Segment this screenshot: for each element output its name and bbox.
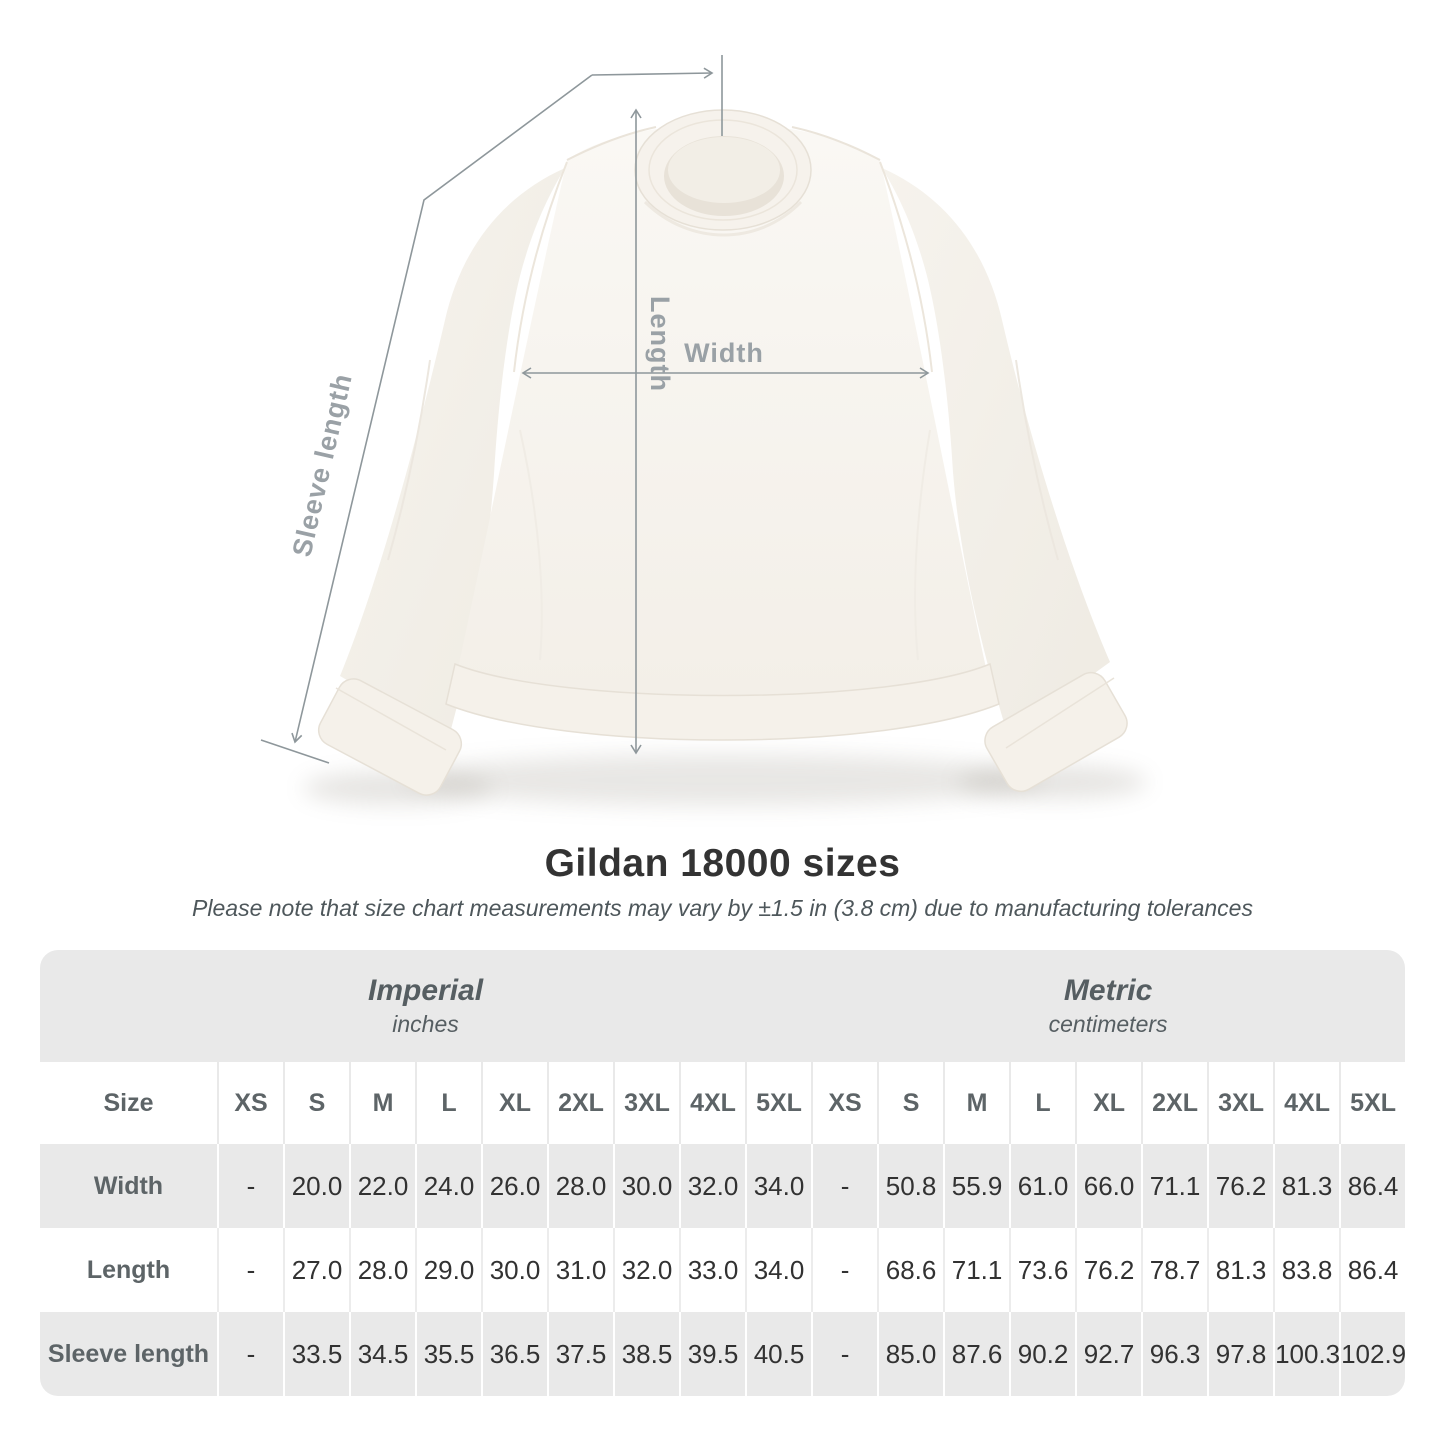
row-label: Width	[40, 1144, 217, 1228]
measurement-cell: 33.0	[679, 1228, 745, 1312]
measurement-cell: 87.6	[943, 1312, 1009, 1396]
size-col-header: 4XL	[679, 1062, 745, 1144]
size-col-header: S	[877, 1062, 943, 1144]
measurement-cell: 85.0	[877, 1312, 943, 1396]
measurement-cell: 86.4	[1339, 1144, 1405, 1228]
measurement-cell: -	[811, 1144, 877, 1228]
measurement-row	[40, 1312, 1405, 1396]
size-chart-table	[40, 950, 1405, 1396]
measurement-cell: 81.3	[1207, 1228, 1273, 1312]
measurement-cell: 92.7	[1075, 1312, 1141, 1396]
measurement-cell: 35.5	[415, 1312, 481, 1396]
measurement-cell: 31.0	[547, 1228, 613, 1312]
measurement-cell: 100.3	[1273, 1312, 1339, 1396]
measurement-cell: 68.6	[877, 1228, 943, 1312]
size-col-header: L	[415, 1062, 481, 1144]
measurement-cell: 86.4	[1339, 1228, 1405, 1312]
measurement-cell: 97.8	[1207, 1312, 1273, 1396]
measurement-cell: 38.5	[613, 1312, 679, 1396]
size-col-header: 2XL	[1141, 1062, 1207, 1144]
measurement-cell: 32.0	[679, 1144, 745, 1228]
measurement-cell: 71.1	[943, 1228, 1009, 1312]
sleeve-end-tick	[261, 740, 329, 763]
measurement-cell: 73.6	[1009, 1228, 1075, 1312]
measurement-row	[40, 1228, 1405, 1312]
length-annotation-label: Length	[645, 296, 675, 392]
size-column-header: Size	[40, 1062, 217, 1144]
measurement-cell: 30.0	[481, 1228, 547, 1312]
size-col-header: M	[349, 1062, 415, 1144]
metric-unit: centimeters	[1048, 1010, 1168, 1037]
measurement-cell: 55.9	[943, 1144, 1009, 1228]
row-label: Length	[40, 1228, 217, 1312]
size-col-header: S	[283, 1062, 349, 1144]
size-table-body	[40, 1144, 1405, 1396]
metric-group-header	[811, 950, 1405, 1062]
width-annotation-label: Width	[684, 338, 764, 368]
measurement-cell: 83.8	[1273, 1228, 1339, 1312]
unit-header-row	[40, 950, 1405, 1062]
measurement-cell: 90.2	[1009, 1312, 1075, 1396]
measurement-cell: 22.0	[349, 1144, 415, 1228]
measurement-cell: 37.5	[547, 1312, 613, 1396]
measurement-cell: 26.0	[481, 1144, 547, 1228]
size-col-header: 3XL	[1207, 1062, 1273, 1144]
measurement-cell: 20.0	[283, 1144, 349, 1228]
measurement-cell: 71.1	[1141, 1144, 1207, 1228]
size-col-header: 3XL	[613, 1062, 679, 1144]
measurement-cell: 32.0	[613, 1228, 679, 1312]
measurement-cell: 34.0	[745, 1228, 811, 1312]
measurement-cell: 33.5	[283, 1312, 349, 1396]
sleeve-length-annotation-label: Sleeve length	[286, 370, 358, 560]
measurement-cell: 78.7	[1141, 1228, 1207, 1312]
tolerance-note: Please note that size chart measurements may vary by ±1.5 in (3.8 cm) due to manufacturing tolerances	[192, 895, 1253, 921]
imperial-label: Imperial	[368, 974, 484, 1008]
size-col-header: XL	[481, 1062, 547, 1144]
measurement-cell: 66.0	[1075, 1144, 1141, 1228]
measurement-row	[40, 1144, 1405, 1228]
measurement-cell: 76.2	[1075, 1228, 1141, 1312]
size-header-row	[40, 1062, 1405, 1144]
size-col-header: M	[943, 1062, 1009, 1144]
measurement-cell: -	[217, 1312, 283, 1396]
measurement-cell: 34.0	[745, 1144, 811, 1228]
measurement-cell: 102.9	[1339, 1312, 1405, 1396]
measurement-cell: 27.0	[283, 1228, 349, 1312]
row-label: Sleeve length	[40, 1312, 217, 1396]
measurement-cell: 40.5	[745, 1312, 811, 1396]
size-col-header: 2XL	[547, 1062, 613, 1144]
measurement-cell: -	[217, 1144, 283, 1228]
measurement-cell: -	[217, 1228, 283, 1312]
size-col-header: 4XL	[1273, 1062, 1339, 1144]
imperial-group-header	[40, 950, 811, 1062]
measurement-cell: 28.0	[547, 1144, 613, 1228]
measurement-cell: 30.0	[613, 1144, 679, 1228]
measurement-cell: -	[811, 1312, 877, 1396]
size-col-header: 5XL	[745, 1062, 811, 1144]
measurement-cell: 24.0	[415, 1144, 481, 1228]
measurement-cell: 81.3	[1273, 1144, 1339, 1228]
measurement-cell: 61.0	[1009, 1144, 1075, 1228]
measurement-cell: 34.5	[349, 1312, 415, 1396]
measurement-cell: 29.0	[415, 1228, 481, 1312]
size-col-header: 5XL	[1339, 1062, 1405, 1144]
measurement-cell: 39.5	[679, 1312, 745, 1396]
measurement-cell: 28.0	[349, 1228, 415, 1312]
measurement-cell: 50.8	[877, 1144, 943, 1228]
measurement-cell: 96.3	[1141, 1312, 1207, 1396]
page-title: Gildan 18000 sizes	[544, 842, 901, 885]
size-col-header: XS	[217, 1062, 283, 1144]
size-col-header: L	[1009, 1062, 1075, 1144]
sleeve-measure-top-arrow	[592, 73, 712, 75]
metric-label: Metric	[1063, 974, 1153, 1008]
measurement-cell: -	[811, 1228, 877, 1312]
sweatshirt-illustration	[313, 110, 1133, 801]
imperial-unit: inches	[392, 1010, 459, 1037]
measurement-cell: 36.5	[481, 1312, 547, 1396]
size-col-header: XS	[811, 1062, 877, 1144]
size-col-header: XL	[1075, 1062, 1141, 1144]
measurement-cell: 76.2	[1207, 1144, 1273, 1228]
